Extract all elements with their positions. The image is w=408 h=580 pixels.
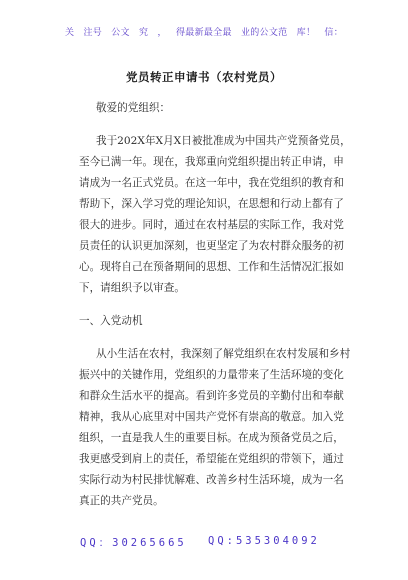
- banner-part: 公文: [111, 28, 130, 38]
- footer-qq-right: QQ:535304092: [208, 535, 320, 547]
- paragraph-line: 从小生活在农村，我深刻了解党组织在农村发展和乡村: [96, 348, 351, 360]
- banner-part: 究: [139, 28, 149, 38]
- banner-part: 业的公文范: [240, 28, 288, 38]
- section-heading: 一、入党动机: [79, 315, 143, 327]
- banner-part: 库！: [296, 28, 316, 38]
- paragraph-line: 实际行动为村民排忧解难、改善乡村生活环境，成为一名: [79, 474, 344, 486]
- paragraph-line: 帮助下，深入学习党的理论知识，在思想和行动上都有了: [79, 198, 344, 210]
- paragraph-line: 和群众生活水平的提高。看到许多党员的辛勤付出和奉献: [79, 390, 344, 402]
- paragraph-line: 请成为一名正式党员。在这一年中，我在党组织的教育和: [79, 177, 344, 189]
- paragraph-line: 振兴中的关键作用，党组织的力量带来了生活环境的变化: [79, 369, 344, 381]
- document-title: 党员转正申请书（农村党员）: [126, 70, 282, 84]
- paragraph-line: 我更感受到肩上的责任，希望能在党组织的带领下，通过: [79, 453, 344, 465]
- banner-part: 注号: [83, 28, 103, 38]
- header-banner: [0, 25, 408, 38]
- paragraph-line: 下，请组织予以审查。: [79, 282, 185, 294]
- salutation: 敬爱的党组织：: [96, 102, 171, 114]
- paragraph-line: 心。现将自己在预备期间的思想、工作和生活情况汇报如: [79, 261, 344, 273]
- paragraph-line: 组织，一直是我人生的重要目标。在成为预备党员之后，: [79, 432, 344, 444]
- banner-part: 得最新最全最: [175, 28, 232, 38]
- paragraph-line: 我于202X年X月X日被批准成为中国共产党预备党员，: [96, 135, 351, 147]
- paragraph-line: 至今已满一年。现在，我郑重向党组织提出转正申请，申: [79, 156, 344, 168]
- paragraph-line: 真正的共产党员。: [79, 495, 164, 507]
- paragraph-line: 员责任的认识更加深刻，也更坚定了为农村群众服务的初: [79, 240, 344, 252]
- footer-qq-left: QQ：30265665: [80, 537, 187, 549]
- paragraph-line: 很大的进步。同时，通过在农村基层的实际工作，我对党: [79, 219, 344, 231]
- banner-part: 信：: [324, 28, 344, 38]
- paragraph-line: 精神，我从心底里对中国共产党怀有崇高的敬意。加入党: [79, 411, 344, 423]
- banner-part: 关: [64, 28, 75, 38]
- banner-part: ，: [157, 28, 167, 38]
